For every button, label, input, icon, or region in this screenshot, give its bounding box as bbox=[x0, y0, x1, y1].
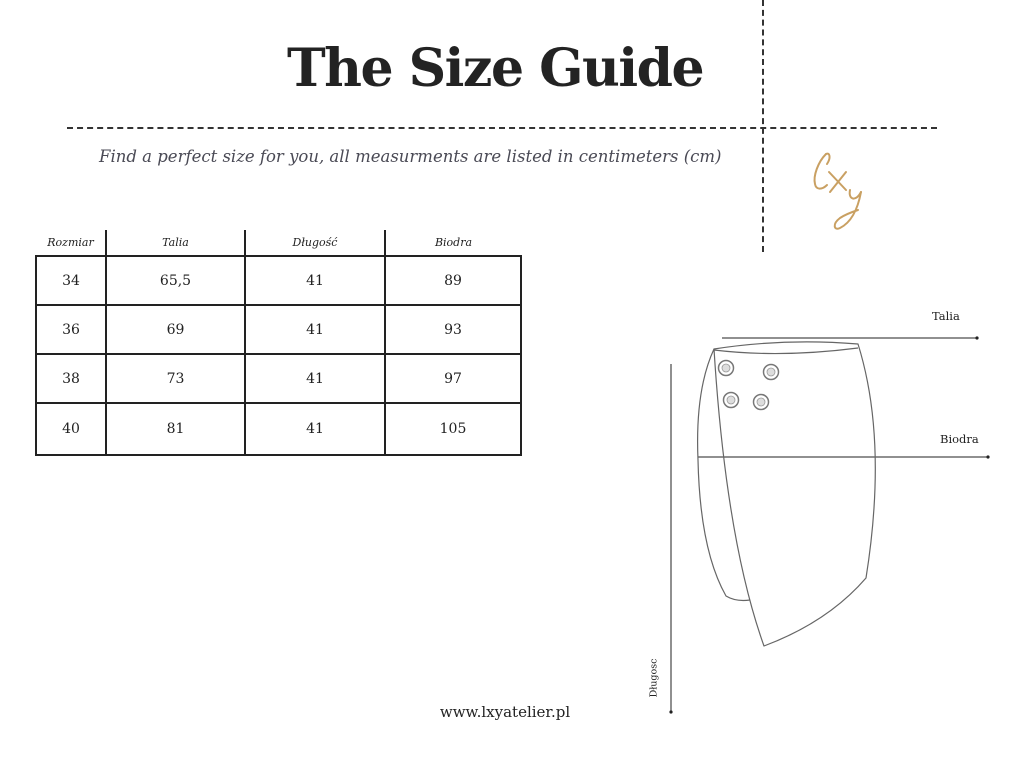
subtitle: Find a perfect size for you, all measurments are listed in centimeters (cm) bbox=[99, 147, 722, 166]
waist-measure-end bbox=[975, 336, 978, 339]
table-row bbox=[36, 354, 521, 403]
cell-size: 36 bbox=[36, 305, 106, 354]
cell-dlugosc: 41 bbox=[245, 256, 385, 305]
skirt-buttons bbox=[719, 361, 779, 410]
cell-dlugosc: 41 bbox=[245, 305, 385, 354]
header-talia: Talia bbox=[106, 230, 245, 256]
skirt-outline bbox=[698, 342, 876, 646]
cell-size: 40 bbox=[36, 403, 106, 455]
cell-size: 34 bbox=[36, 256, 106, 305]
lxy-logo bbox=[800, 148, 872, 232]
table-header-row bbox=[36, 230, 521, 256]
vertical-dashed-divider bbox=[762, 0, 764, 252]
cell-size: 38 bbox=[36, 354, 106, 403]
dlugosc-label: Długosc bbox=[648, 658, 660, 698]
cell-talia: 65,5 bbox=[106, 256, 245, 305]
cell-dlugosc: 41 bbox=[245, 403, 385, 455]
button-icon bbox=[767, 368, 775, 376]
button-icon bbox=[722, 364, 730, 372]
cell-biodra: 97 bbox=[385, 354, 521, 403]
cell-biodra: 105 bbox=[385, 403, 521, 455]
website-url[interactable]: www.lxyatelier.pl bbox=[439, 703, 571, 721]
biodra-label: Biodra bbox=[940, 432, 979, 446]
button-icon bbox=[757, 398, 765, 406]
button-icon bbox=[727, 396, 735, 404]
page-title: The Size Guide bbox=[286, 38, 704, 99]
size-table bbox=[35, 230, 522, 456]
cell-biodra: 89 bbox=[385, 256, 521, 305]
hip-measure-end bbox=[986, 455, 989, 458]
talia-label: Talia bbox=[932, 309, 960, 323]
cell-talia: 69 bbox=[106, 305, 245, 354]
header-biodra: Biodra bbox=[385, 230, 521, 256]
table-row bbox=[36, 305, 521, 354]
cell-dlugosc: 41 bbox=[245, 354, 385, 403]
table-row bbox=[36, 256, 521, 305]
cell-biodra: 93 bbox=[385, 305, 521, 354]
cell-talia: 81 bbox=[106, 403, 245, 455]
skirt-measurement-diagram bbox=[640, 300, 1000, 720]
table-row bbox=[36, 403, 521, 455]
horizontal-dashed-divider bbox=[67, 127, 937, 129]
cell-talia: 73 bbox=[106, 354, 245, 403]
header-rozmiar: Rozmiar bbox=[36, 230, 106, 256]
header-dlugosc: Długość bbox=[245, 230, 385, 256]
